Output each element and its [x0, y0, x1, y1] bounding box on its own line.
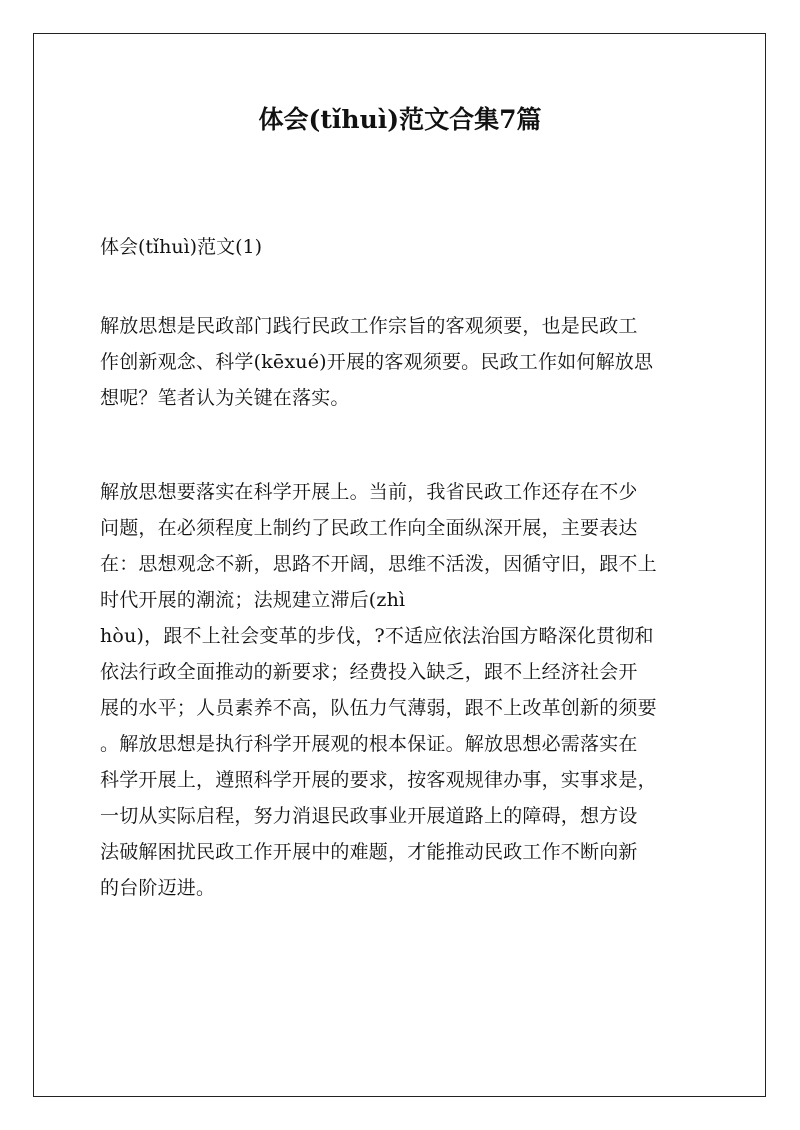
paragraph-line: 科学开展上，遵照科学开展的要求，按客观规律办事，实事求是， — [100, 769, 657, 791]
paragraph-line: 作创新观念、科学(kēxué)开展的客观须要。民政工作如何解放思 — [100, 351, 654, 373]
document-title: 体会(tǐhuì)范文合集7篇 — [258, 105, 542, 134]
paragraph-line: hòu)，跟不上社会变革的步伐，?不适应依法治国方略深化贯彻和 — [100, 625, 654, 647]
paragraph-line: 法破解困扰民政工作开展中的难题，才能推动民政工作不断向新 — [100, 841, 638, 863]
paragraph-line: 一切从实际启程，努力消退民政事业开展道路上的障碍，想方设 — [100, 805, 638, 827]
paragraph-line: 依法行政全面推动的新要求；经费投入缺乏，跟不上经济社会开 — [100, 661, 638, 683]
paragraph-line: 问题，在必须程度上制约了民政工作向全面纵深开展，主要表达 — [100, 517, 638, 539]
paragraph-line: 时代开展的潮流；法规建立滞后(zhì — [100, 589, 406, 611]
paragraph-line: 。解放思想是执行科学开展观的根本保证。解放思想必需落实在 — [100, 733, 638, 755]
paragraph-line: 解放思想要落实在科学开展上。当前，我省民政工作还存在不少 — [100, 481, 638, 503]
paragraph-1 — [100, 308, 700, 416]
paragraph-line: 展的水平；人员素养不高，队伍力气薄弱，跟不上改革创新的须要 — [100, 697, 657, 719]
paragraph-line: 在：思想观念不新，思路不开阔，思维不活泼，因循守旧，跟不上 — [100, 553, 657, 575]
paragraph-line: 解放思想是民政部门践行民政工作宗旨的客观须要，也是民政工 — [100, 315, 638, 337]
paragraph-line: 想呢？笔者认为关键在落实。 — [100, 387, 350, 409]
paragraph-line: 的台阶迈进。 — [100, 877, 216, 899]
section-heading: 体会(tǐhuì)范文(1) — [100, 236, 263, 258]
paragraph-2 — [100, 474, 700, 906]
